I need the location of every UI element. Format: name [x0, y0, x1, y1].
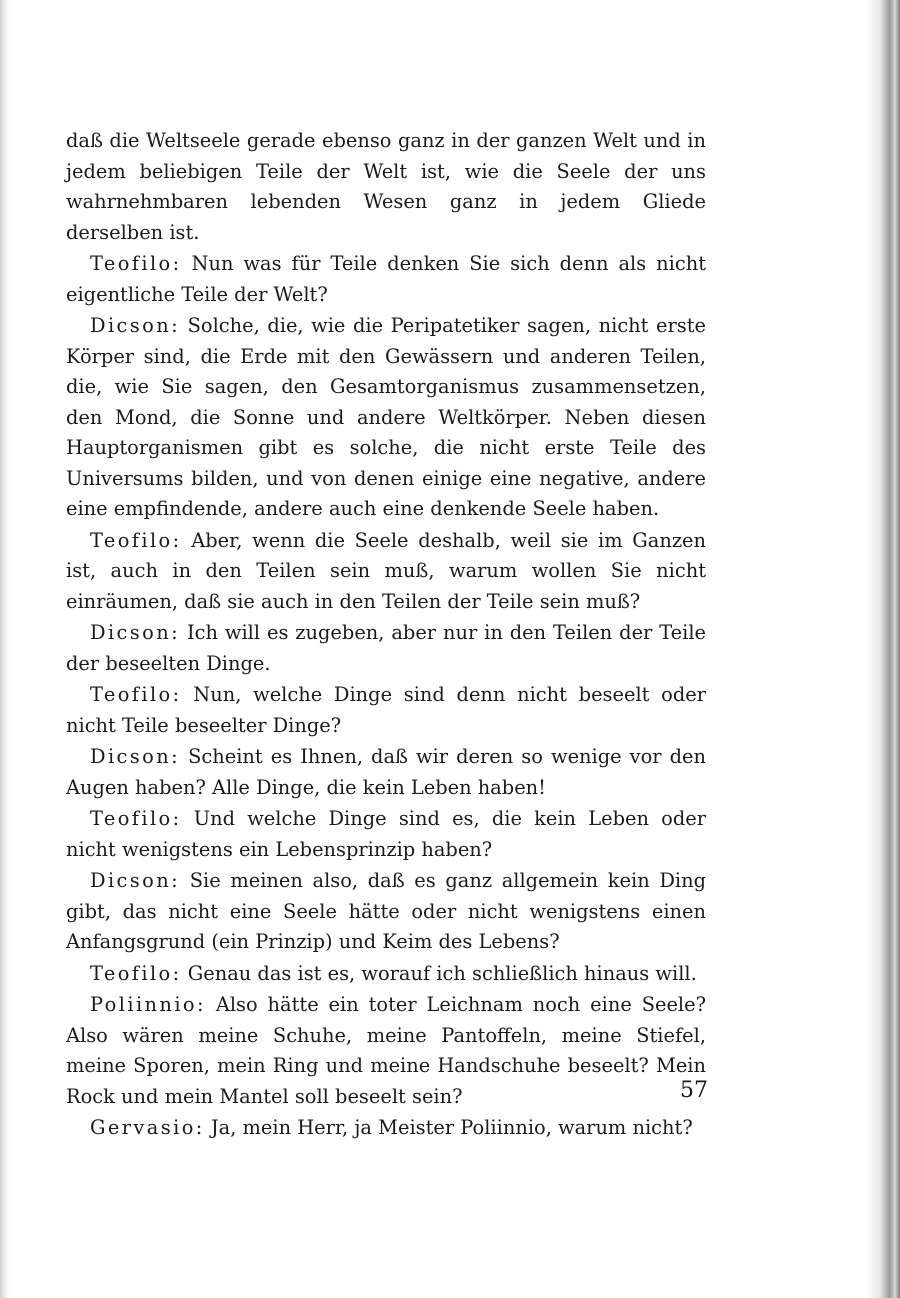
dialogue-paragraph: [66, 990, 706, 1112]
dialogue-paragraph: [66, 526, 706, 618]
speech-text: Nun, welche Dinge sind denn nicht beseelt oder nicht Teile beseelter Dinge?: [66, 683, 706, 737]
dialogue-paragraph: [66, 804, 706, 865]
speech-text: Genau das ist es, worauf ich schließlich hinaus will.: [181, 961, 697, 985]
speaker-name: Poliinnio:: [90, 993, 206, 1016]
dialogue-paragraph: [66, 866, 706, 958]
speech-text: Solche, die, wie die Peripatetiker sagen, nicht erste Körper sind, die Erde mit den Gewässern und anderen Teilen, die, wie Sie sagen, den Gesamtorganismus zusammensetzen, den Mond, die Sonne und andere Weltkörper. Neben diesen Hauptorganismen gibt es solche, die nicht erste Teile des Universums bilden, und von denen einige eine negative, andere eine empfindende, andere auch eine denkende Seele haben.: [66, 314, 706, 520]
page-number: 57: [680, 1078, 708, 1103]
dialogue-paragraph: [66, 618, 706, 679]
speaker-name: Teofilo:: [90, 252, 182, 275]
dialogue-paragraph: [66, 959, 706, 990]
speech-text: Und welche Dinge sind es, die kein Leben oder nicht wenigstens ein Lebensprinzip haben?: [66, 807, 706, 861]
scan-edge-right: [866, 0, 900, 1298]
speaker-name: Teofilo:: [90, 807, 182, 830]
dialogue-paragraph: [66, 1113, 706, 1144]
speaker-name: Dicson:: [90, 745, 181, 768]
opening-paragraph: daß die Weltseele gerade ebenso ganz in der ganzen Welt und in jedem beliebigen Teile der Welt ist, wie die Seele der uns wahrnehmbaren lebenden Wesen ganz in jedem Gliede derselben ist.: [66, 129, 706, 244]
speech-text: Ich will es zugeben, aber nur in den Teilen der Teile der beseelten Dinge.: [66, 621, 706, 675]
speaker-name: Dicson:: [90, 314, 181, 337]
speech-text: Aber, wenn die Seele deshalb, weil sie im Ganzen ist, auch in den Teilen sein muß, warum wollen Sie nicht einräumen, daß sie auch in den Teilen der Teile sein muß?: [66, 528, 706, 613]
speech-text: Also hätte ein toter Leichnam noch eine Seele? Also wären meine Schuhe, meine Pantoffeln, meine Stiefel, meine Sporen, mein Ring und meine Handschuhe beseelt? Mein Rock und mein Mantel soll beseelt sein?: [66, 993, 706, 1108]
speech-text: Nun was für Teile denken Sie sich denn als nicht eigentliche Teile der Welt?: [66, 252, 706, 306]
speech-text: Scheint es Ihnen, daß wir deren so wenige vor den Augen haben? Alle Dinge, die kein Leben haben!: [66, 745, 706, 799]
scan-edge-left: [0, 0, 10, 1298]
speech-text: Ja, mein Herr, ja Meister Poliinnio, warum nicht?: [204, 1116, 693, 1139]
speaker-name: Teofilo:: [90, 528, 182, 552]
speaker-name: Dicson:: [90, 869, 181, 892]
speaker-name: Teofilo:: [90, 961, 182, 985]
speaker-name: Dicson:: [90, 621, 181, 644]
dialogue-paragraph: [66, 249, 706, 310]
speech-text: Sie meinen also, daß es ganz allgemein kein Ding gibt, das nicht eine Seele hätte oder nicht wenigstens einen Anfangsgrund (ein Prinzip) und Keim des Lebens?: [66, 869, 706, 953]
page-body: [66, 126, 706, 1144]
dialogue-paragraph: [66, 311, 706, 525]
dialogue-paragraph: [66, 680, 706, 741]
dialogue-paragraph: [66, 742, 706, 803]
speaker-name: Teofilo:: [90, 683, 182, 706]
speaker-name: Gervasio:: [90, 1116, 205, 1139]
